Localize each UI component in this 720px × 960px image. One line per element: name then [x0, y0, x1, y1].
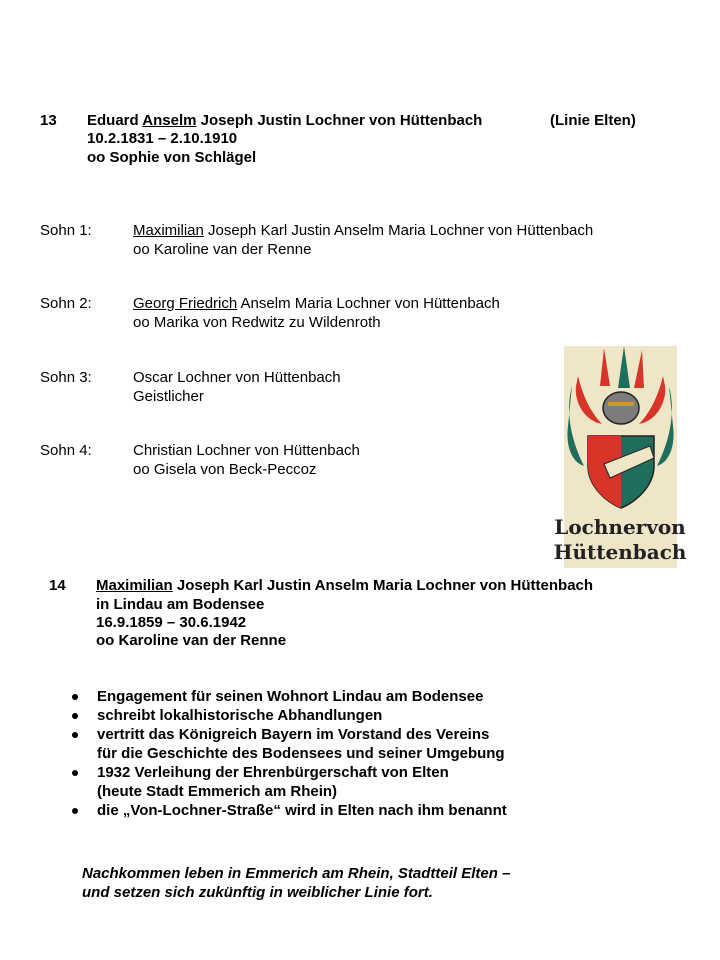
name-part: Anselm Maria Lochner von Hüttenbach [237, 295, 500, 312]
bullet-icon [72, 808, 78, 814]
call-name: Maximilian [133, 222, 204, 239]
spouse: oo Sophie von Schlägel [87, 149, 257, 166]
son-detail: oo Gisela von Beck-Peccoz [133, 461, 317, 478]
son-name [133, 221, 593, 240]
list-item-text: schreibt lokalhistorische Abhandlungen [97, 707, 383, 724]
call-name: Maximilian [96, 577, 173, 594]
life-dates: 16.9.1859 – 30.6.1942 [96, 614, 247, 631]
residence: in Lindau am Bodensee [96, 596, 265, 613]
bullet-icon [72, 713, 78, 719]
list-item-text: für die Geschichte des Bodensees und seiner Umgebung [97, 745, 505, 762]
life-dates: 10.2.1831 – 2.10.1910 [87, 130, 238, 147]
son-label: Sohn 3: [40, 369, 92, 386]
name-part: Joseph Karl Justin Anselm Maria Lochner von Hüttenbach [203, 222, 594, 239]
note-line: Nachkommen leben in Emmerich am Rhein, Stadtteil Elten – [82, 865, 511, 882]
line-note: (Linie Elten) [550, 112, 636, 129]
son-label: Sohn 4: [40, 442, 92, 459]
coat-of-arms-icon [553, 346, 687, 568]
name-part: Oscar Lochner von Hüttenbach [133, 369, 341, 386]
son-detail: oo Marika von Redwitz zu Wildenroth [133, 314, 381, 331]
crest-lettering-1: Lochnervon [554, 515, 686, 539]
entry-number: 13 [40, 112, 57, 129]
coat-of-arms-graphic [553, 346, 687, 568]
list-item-text: vertritt das Königreich Bayern im Vorstand des Vereins [97, 726, 490, 743]
note-line: und setzen sich zukünftig in weiblicher Linie fort. [82, 884, 433, 901]
son-name [133, 368, 341, 387]
spouse: oo Karoline van der Renne [96, 632, 287, 649]
son-detail: oo Karoline van der Renne [133, 241, 312, 258]
son-detail: Geistlicher [133, 388, 204, 405]
bullet-icon [72, 770, 78, 776]
son-name [133, 294, 500, 313]
name-part: Christian Lochner von Hüttenbach [133, 442, 360, 459]
bullet-icon [72, 732, 78, 738]
list-item-text: Engagement für seinen Wohnort Lindau am Bodensee [97, 688, 484, 705]
name-part: Joseph Karl Justin Anselm Maria Lochner von Hüttenbach [172, 577, 594, 594]
call-name: Anselm [142, 112, 197, 129]
entry-13-name [87, 111, 482, 130]
entry-14-name [96, 576, 593, 595]
list-item-text: 1932 Verleihung der Ehrenbürgerschaft von Elten [97, 764, 449, 781]
name-part: Eduard [87, 112, 143, 129]
son-name [133, 441, 360, 460]
list-item-text: (heute Stadt Emmerich am Rhein) [97, 783, 338, 800]
entry-number: 14 [49, 577, 66, 594]
crest-lettering-2: Hüttenbach [553, 540, 687, 564]
name-part: Joseph Justin Lochner von Hüttenbach [196, 112, 483, 129]
call-name: Georg Friedrich [133, 295, 238, 312]
son-label: Sohn 2: [40, 295, 92, 312]
list-item-text: die „Von-Lochner-Straße“ wird in Elten nach ihm benannt [97, 802, 507, 819]
bullet-icon [72, 694, 78, 700]
son-label: Sohn 1: [40, 222, 92, 239]
